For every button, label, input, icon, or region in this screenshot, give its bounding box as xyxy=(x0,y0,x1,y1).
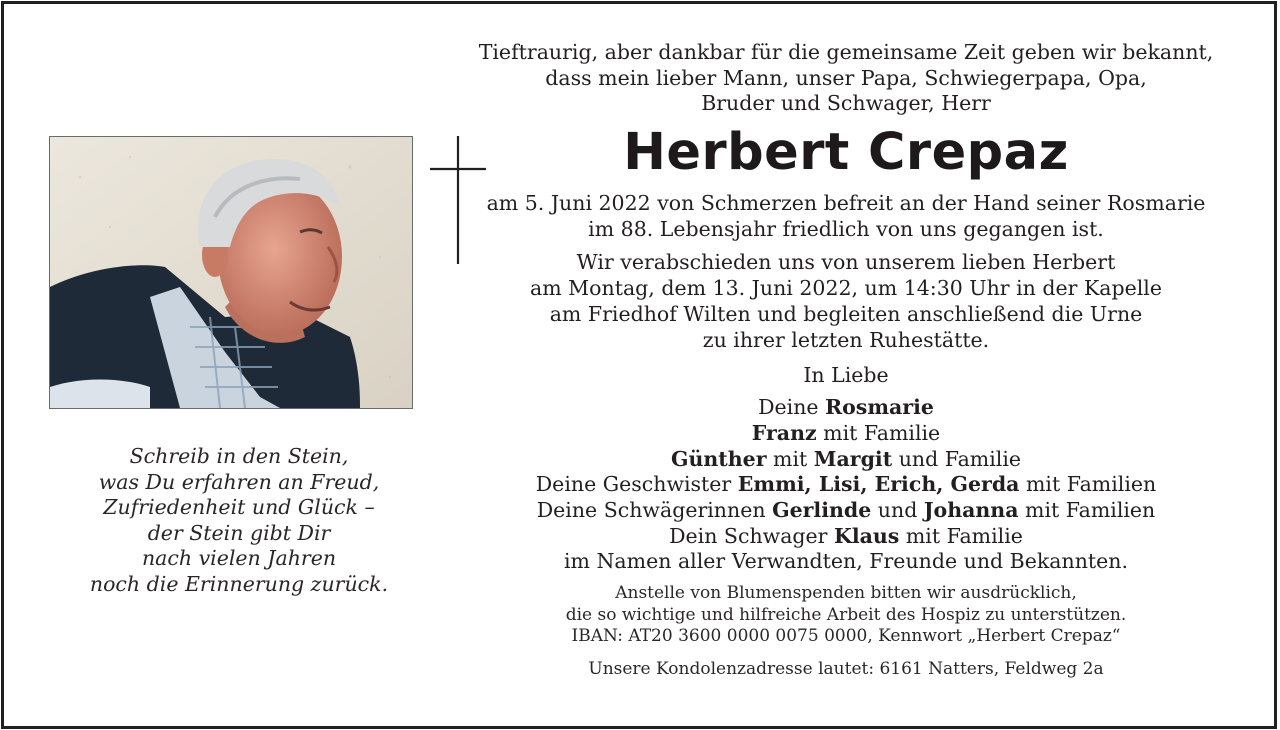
family-text: mit Familie xyxy=(899,523,1023,548)
family-line-franz xyxy=(470,421,1222,447)
family-text: Deine Geschwister xyxy=(535,472,738,497)
farewell-block xyxy=(470,249,1222,353)
passing-block xyxy=(470,190,1222,242)
family-name: Johanna xyxy=(923,497,1019,522)
intro-line: Bruder und Schwager, Herr xyxy=(701,91,991,116)
family-text: mit Familien xyxy=(1018,497,1156,522)
family-name: Emmi, Lisi, Erich, Gerda xyxy=(737,472,1020,497)
family-name: Margit xyxy=(813,446,893,471)
donation-iban: IBAN: AT20 3600 0000 0075 0000, Kennwort „Herbert Crepaz“ xyxy=(571,626,1121,647)
family-list xyxy=(470,395,1222,575)
portrait-illustration xyxy=(50,137,412,408)
family-text: mit xyxy=(766,446,814,471)
obituary-card xyxy=(1,1,1277,729)
family-text: mit Familien xyxy=(1019,472,1157,497)
donation-note xyxy=(470,583,1222,648)
farewell-line: am Friedhof Wilten und begleiten anschließend die Urne xyxy=(549,302,1143,327)
deceased-name: Herbert Crepaz xyxy=(623,123,1069,183)
poem-line: was Du erfahren an Freud, xyxy=(98,469,380,494)
donation-line: die so wichtige und hilfreiche Arbeit des Hospiz zu unterstützen. xyxy=(565,604,1127,625)
family-line-siblings xyxy=(470,472,1222,498)
family-name: Gerlinde xyxy=(772,497,872,522)
poem-line: Schreib in den Stein, xyxy=(129,444,349,468)
family-text: und Familie xyxy=(892,446,1022,471)
family-name: Klaus xyxy=(834,523,900,548)
poem-line: nach vielen Jahren xyxy=(141,546,337,571)
family-name: Günther xyxy=(670,446,767,471)
condolence-address: Unsere Kondolenzadresse lautet: 6161 Natters, Feldweg 2a xyxy=(588,658,1104,679)
family-line-rosmarie xyxy=(470,395,1222,421)
portrait-photo xyxy=(49,136,413,409)
family-text: Deine xyxy=(758,395,826,420)
farewell-line: Wir verabschieden uns von unserem lieben Herbert xyxy=(576,250,1116,275)
farewell-line: zu ihrer letzten Ruhestätte. xyxy=(702,328,990,353)
donation-line: Anstelle von Blumenspenden bitten wir ausdrücklich, xyxy=(615,583,1077,604)
family-text: mit Familie xyxy=(816,420,941,445)
in-liebe-label: In Liebe xyxy=(803,363,889,388)
farewell-line: am Montag, dem 13. Juni 2022, um 14:30 Uhr in der Kapelle xyxy=(530,276,1162,301)
poem-line: Zufriedenheit und Glück – xyxy=(103,495,375,520)
poem-line: noch die Erinnerung zurück. xyxy=(89,571,389,596)
family-name: Rosmarie xyxy=(825,395,934,420)
family-line-klaus xyxy=(470,524,1222,550)
announcement-text xyxy=(470,40,1222,680)
intro-line: dass mein lieber Mann, unser Papa, Schwiegerpapa, Opa, xyxy=(545,65,1147,90)
family-line-relatives: im Namen aller Verwandten, Freunde und Bekannten. xyxy=(563,549,1128,574)
passing-line: im 88. Lebensjahr friedlich von uns gegangen ist. xyxy=(588,217,1104,242)
family-text: und xyxy=(871,497,924,522)
family-name: Franz xyxy=(751,420,817,445)
family-text: Dein Schwager xyxy=(669,523,834,548)
passing-line: am 5. Juni 2022 von Schmerzen befreit an der Hand seiner Rosmarie xyxy=(486,191,1206,216)
intro-block xyxy=(470,40,1222,117)
family-line-inlaws xyxy=(470,498,1222,524)
poem-line: der Stein gibt Dir xyxy=(147,520,331,545)
family-line-guenther xyxy=(470,447,1222,473)
intro-line: Tieftraurig, aber dankbar für die gemeinsame Zeit geben wir bekannt, xyxy=(478,40,1214,64)
poem xyxy=(44,444,434,598)
family-text: Deine Schwägerinnen xyxy=(536,497,773,522)
